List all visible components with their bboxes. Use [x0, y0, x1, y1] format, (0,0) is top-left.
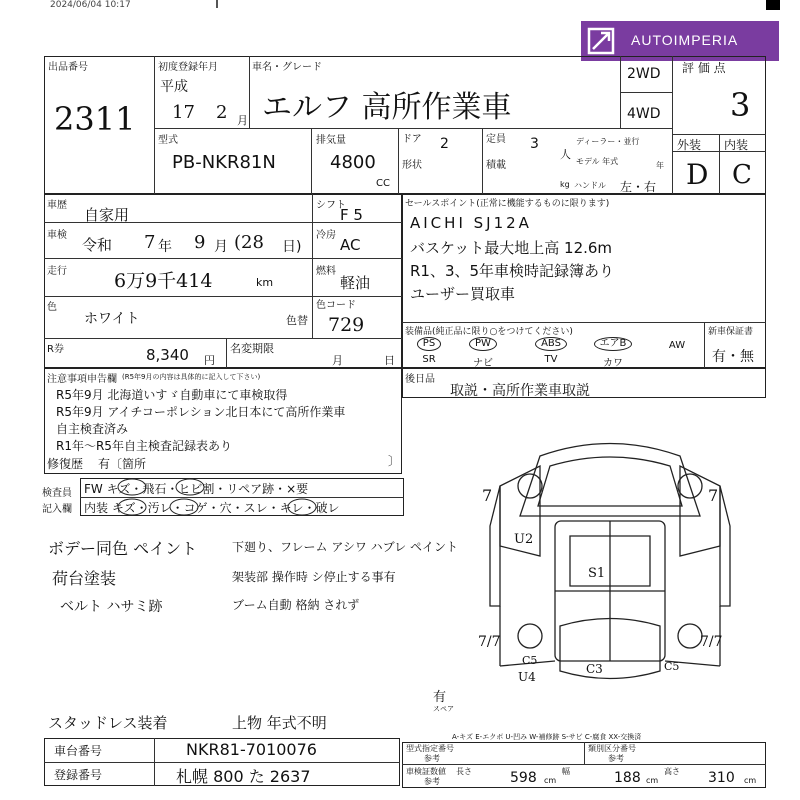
doors-label: ドア [402, 134, 422, 145]
drive-2wd: 2WD [627, 66, 661, 82]
capacity: 3 [530, 136, 539, 152]
spare-label: スペア [433, 705, 454, 713]
repair-value: 有〔箇所 [98, 457, 147, 471]
cc-unit: CC [376, 178, 390, 189]
doors: 2 [440, 136, 449, 152]
damage-mark: 7 [482, 486, 493, 505]
inspection-day-unit: 日) [282, 239, 302, 255]
type-label: 型式 [158, 135, 178, 146]
sales-point-line: AICHI SJ12A [410, 214, 532, 232]
displacement: 4800 [330, 152, 376, 173]
damage-mark: 7/7 [700, 634, 723, 650]
brand-name: AUTOIMPERIA [631, 32, 739, 48]
displacement-label: 排気量 [316, 135, 346, 146]
equipment-sr: SR [422, 354, 436, 365]
score-label: 評 価 点 [682, 61, 726, 75]
handwritten-note: 下廻り、フレーム アシワ ハブレ ペイント [232, 540, 459, 554]
drive-4wd: 4WD [627, 106, 661, 122]
accessories-label: 後日品 [405, 374, 435, 385]
width-value: 188 [614, 770, 641, 786]
lot-label: 出品番号 [48, 62, 88, 73]
autoimperia-logo [581, 21, 779, 61]
model-year-label: モデル 年式 [576, 157, 619, 166]
handwritten-note: スタッドレス装着 [48, 714, 168, 732]
class-ref: 参考 [608, 754, 624, 763]
equipment-ps: PS [417, 337, 441, 351]
handwritten-note: 荷台塗装 [52, 569, 117, 588]
damage-mark: C3 [586, 662, 603, 676]
damage-mark: 7/7 [478, 634, 501, 650]
kg-unit: kg [560, 180, 570, 189]
model-year-unit: 年 [656, 161, 664, 170]
lot-number: 2311 [54, 100, 136, 138]
note-line: R5年9月 アイチコーポレション北日本にて高所作業車 [56, 405, 346, 419]
repair-bracket-end: 〕 [388, 454, 401, 468]
inspection-year-unit: 年 [158, 239, 172, 255]
equipment-tv: TV [544, 354, 558, 365]
scan-timestamp: 2024/06/04 10:17 [50, 0, 131, 10]
color-label: 色 [47, 302, 57, 313]
type-value: PB-NKR81N [172, 152, 276, 173]
damage-mark: C5 [522, 654, 538, 667]
damage-mark: U4 [518, 670, 536, 684]
reg-month: 2 [216, 102, 228, 123]
length-value: 598 [510, 770, 537, 786]
shift-label: シフト [316, 200, 346, 211]
type-cert-ref: 参考 [424, 754, 440, 763]
mileage-label: 走行 [47, 266, 67, 277]
notes-sublabel: (R5年9月の内容は具体的に記入して下さい) [122, 373, 261, 381]
inspection-era: 令和 [82, 236, 113, 254]
height-value: 310 [708, 770, 735, 786]
note-line: 自主検査済み [56, 422, 129, 436]
inspection-month: 9 [194, 232, 206, 253]
reg-year: 17 [172, 102, 195, 123]
type-cert-label: 型式指定番号 [406, 744, 454, 753]
handle-label: ハンドル [574, 181, 606, 190]
equipment-airbag: エアB [594, 337, 633, 351]
car-name: エルフ 高所作業車 [262, 90, 512, 125]
width-unit: cm [646, 776, 659, 785]
plate-number: 札幌 800 た 2637 [176, 767, 311, 786]
equipment-navi: ナビ [473, 358, 493, 369]
chassis-label: 車台番号 [54, 744, 103, 758]
inspection-year: 7 [144, 232, 156, 253]
equipment-abs: ABS [535, 337, 567, 351]
plate-label: 登録番号 [54, 768, 103, 782]
notes-label: 注意事項申告欄 [47, 374, 117, 385]
equipment-aw: AW [668, 340, 686, 351]
logo-icon [587, 27, 615, 55]
new-warranty-value: 有・無 [712, 349, 754, 365]
scan-artifact [766, 0, 780, 10]
inspector-row-interior: 内装 キズ・汚レ・コゲ・穴・スレ・キレ・破レ [84, 501, 340, 515]
sales-points-label: セールスポイント(正常に機能するものに限ります) [405, 199, 610, 209]
class-label: 類別区分番号 [588, 744, 636, 753]
fuel-label: 燃料 [316, 266, 336, 277]
height-label: 高さ [664, 767, 680, 776]
ac-label: 冷房 [316, 230, 336, 241]
equipment-pw: PW [469, 337, 497, 351]
accessories-value: 取説・高所作業車取説 [450, 383, 590, 399]
sales-point-line: R1、3、5年車検時記録簿あり [410, 262, 615, 280]
km-unit: km [256, 276, 274, 289]
fuel: 軽油 [340, 274, 371, 292]
cert-label: 車検証数値 [406, 767, 446, 776]
inspection-label: 車検 [47, 230, 67, 241]
month-unit: 月 [237, 114, 248, 127]
exterior-label: 外装 [677, 138, 702, 152]
damage-mark: C5 [664, 660, 680, 673]
name-change-month: 月 [332, 354, 343, 367]
color: ホワイト [84, 311, 140, 327]
era: 平成 [160, 79, 188, 95]
r-value: 8,340 [146, 346, 189, 364]
width-label: 幅 [562, 767, 570, 776]
inspector-label: 検査員 [42, 488, 72, 499]
handwritten-note: ボデー同色 ペイント [48, 539, 198, 558]
damage-mark: 7 [708, 486, 719, 505]
inspection-month-unit: 月 [214, 239, 228, 255]
spare-mark: 有 [433, 690, 447, 705]
length-label: 長さ [456, 767, 472, 776]
capacity-label: 定員 [486, 134, 506, 145]
scan-artifact [216, 0, 218, 8]
model-name-label: 車名・グレード [252, 62, 322, 73]
r-label: R券 [47, 344, 64, 355]
truck-diagram [460, 426, 760, 726]
damage-mark: S1 [588, 566, 606, 581]
interior-label: 内装 [724, 138, 749, 152]
load-label: 積載 [486, 160, 506, 171]
sales-point-line: バスケット最大地上高 12.6m [410, 239, 613, 257]
yen-unit: 円 [204, 354, 215, 367]
repair-label: 修復歴 [47, 457, 84, 471]
handwritten-note: ブーム自動 格納 されず [232, 598, 360, 612]
note-line: R5年9月 北海道いすゞ自動車にて車検取得 [56, 388, 288, 402]
shift: F 5 [340, 206, 363, 224]
note-line: R1年～R5年自主検査記録表あり [56, 439, 232, 453]
color-code: 729 [328, 314, 365, 336]
shape-label: 形状 [402, 160, 422, 171]
handwritten-note: ベルト ハサミ跡 [60, 599, 163, 615]
first-reg-label: 初度登録年月 [158, 62, 218, 73]
color-code-label: 色コード [316, 300, 356, 311]
handwritten-note: 架装部 操作時 シ停止する事有 [232, 570, 396, 584]
person-unit: 人 [560, 148, 571, 161]
chassis-number: NKR81-7010076 [186, 740, 317, 759]
paint-label: 色替 [286, 314, 308, 327]
ac: AC [340, 236, 361, 254]
name-change-label: 名変期限 [230, 342, 274, 355]
exterior-grade: D [686, 158, 709, 191]
damage-mark: U2 [514, 532, 534, 547]
new-warranty-label: 新車保証書 [708, 327, 754, 337]
cert-ref: 参考 [424, 777, 440, 786]
mileage: 6万9千414 [114, 270, 213, 292]
name-change-day: 日 [384, 354, 395, 367]
inspector-circle-marks [80, 476, 410, 520]
handle-value: 左・右 [620, 180, 657, 194]
score: 3 [730, 86, 751, 124]
history-label: 車歴 [47, 200, 67, 211]
equipment-label: 装備品(純正品に限り○をつけてください) [405, 327, 573, 337]
inspector-row-fw: FW キズ・飛石・ヒビ割・リペア跡・×要 [84, 482, 309, 496]
inspector-label-2: 記入欄 [42, 504, 72, 515]
dealer-label: ディーラー・並行 [576, 137, 640, 146]
length-unit: cm [544, 776, 557, 785]
handwritten-note: 上物 年式不明 [232, 714, 327, 732]
interior-grade: C [732, 160, 752, 190]
sales-point-line: ユーザー買取車 [410, 285, 516, 303]
equipment-leather: カワ [603, 358, 623, 369]
damage-legend: A-キズ E-エクボ U-凹み W-補修跡 S-サビ C-腐食 XX-交換済 [452, 733, 642, 741]
history: 自家用 [84, 206, 130, 224]
height-unit: cm [744, 776, 757, 785]
inspection-day: (28 [234, 232, 264, 253]
